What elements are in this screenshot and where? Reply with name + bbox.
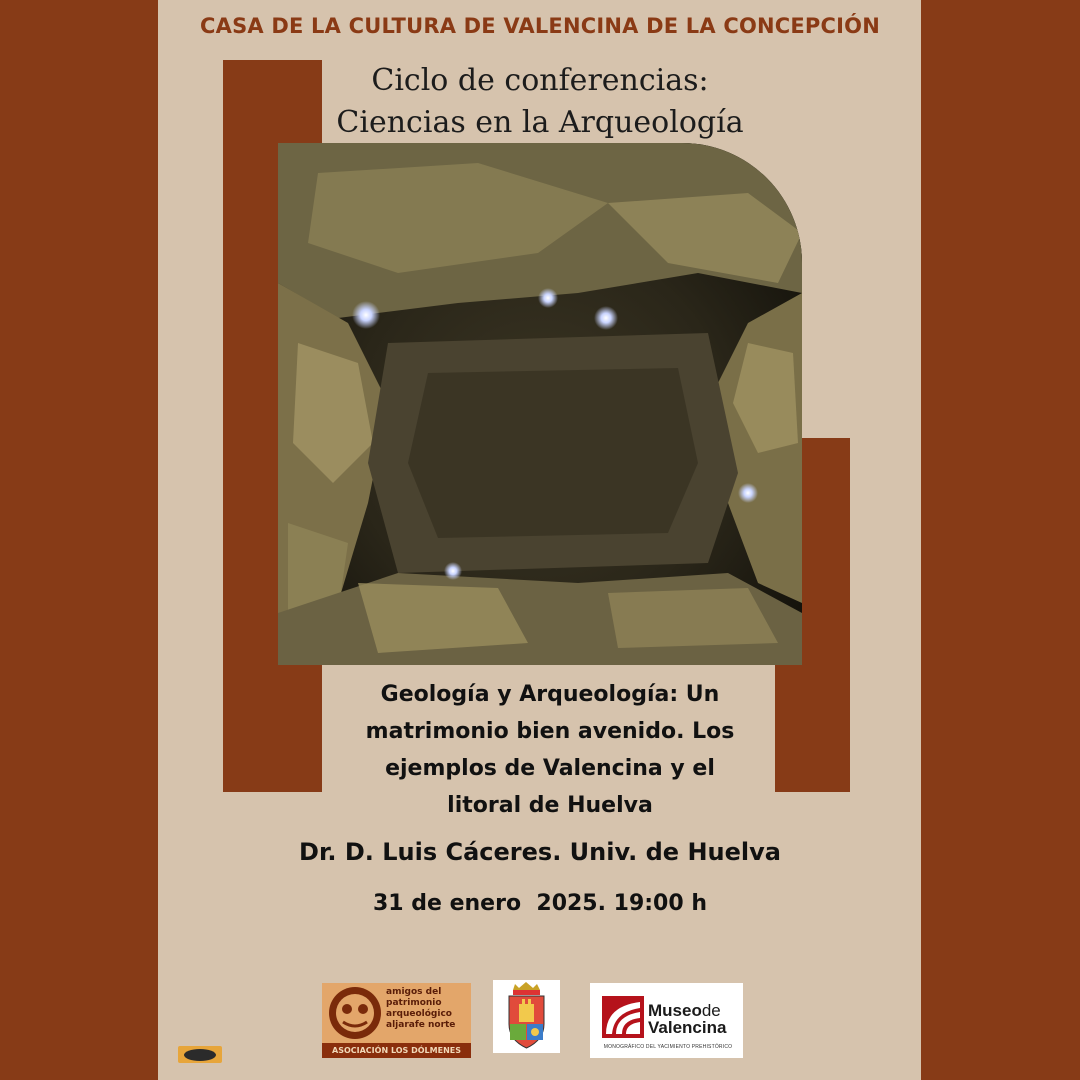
museo-name-line1 bbox=[648, 1002, 721, 1019]
series-title-line2: Ciencias en la Arqueología bbox=[336, 105, 744, 140]
event-date: 31 de enero 2025. 19:00 h bbox=[373, 891, 707, 916]
museo-word: Museo bbox=[648, 1001, 702, 1020]
dolmenes-strip: ASOCIACIÓN LOS DÓLMENES bbox=[322, 1043, 471, 1058]
dolmen-chamber-photo bbox=[278, 143, 802, 665]
museo-word-de: de bbox=[701, 1001, 721, 1020]
dolmenes-line: patrimonio bbox=[386, 998, 442, 1008]
museo-tagline: MONOGRÁFICO DEL YACIMIENTO PREHISTÓRICO bbox=[603, 1044, 733, 1050]
talk-title bbox=[320, 676, 780, 824]
speaker-name: Dr. D. Luis Cáceres. Univ. de Huelva bbox=[299, 838, 781, 866]
dolmenes-logo bbox=[322, 983, 471, 1058]
dolmenes-line: amigos del bbox=[386, 987, 442, 997]
series-title-line1: Ciclo de conferencias: bbox=[371, 63, 709, 98]
talk-title-line: Geología y Arqueología: Un bbox=[380, 682, 720, 707]
talk-title-line: litoral de Huelva bbox=[447, 793, 653, 818]
dolmenes-text bbox=[386, 987, 455, 1031]
museo-name-line2: Valencina bbox=[648, 1018, 727, 1037]
coat-of-arms-icon bbox=[493, 980, 560, 1053]
talk-title-line: ejemplos de Valencina y el bbox=[385, 756, 715, 781]
coat-of-arms-logo bbox=[493, 980, 560, 1053]
museo-mark-icon bbox=[602, 996, 644, 1038]
museo-valencina-logo bbox=[590, 983, 743, 1058]
talk-title-line: matrimonio bien avenido. Los bbox=[365, 719, 735, 744]
small-corner-logo bbox=[178, 1046, 222, 1063]
organizer-title: CASA DE LA CULTURA DE VALENCINA DE LA CONCEPCIÓN bbox=[200, 14, 880, 38]
stone-icon bbox=[178, 1046, 222, 1063]
dolmen-idol-icon bbox=[325, 984, 385, 1042]
dolmenes-line: arqueológico bbox=[386, 1009, 452, 1019]
dolmenes-line: aljarafe norte bbox=[386, 1020, 456, 1030]
